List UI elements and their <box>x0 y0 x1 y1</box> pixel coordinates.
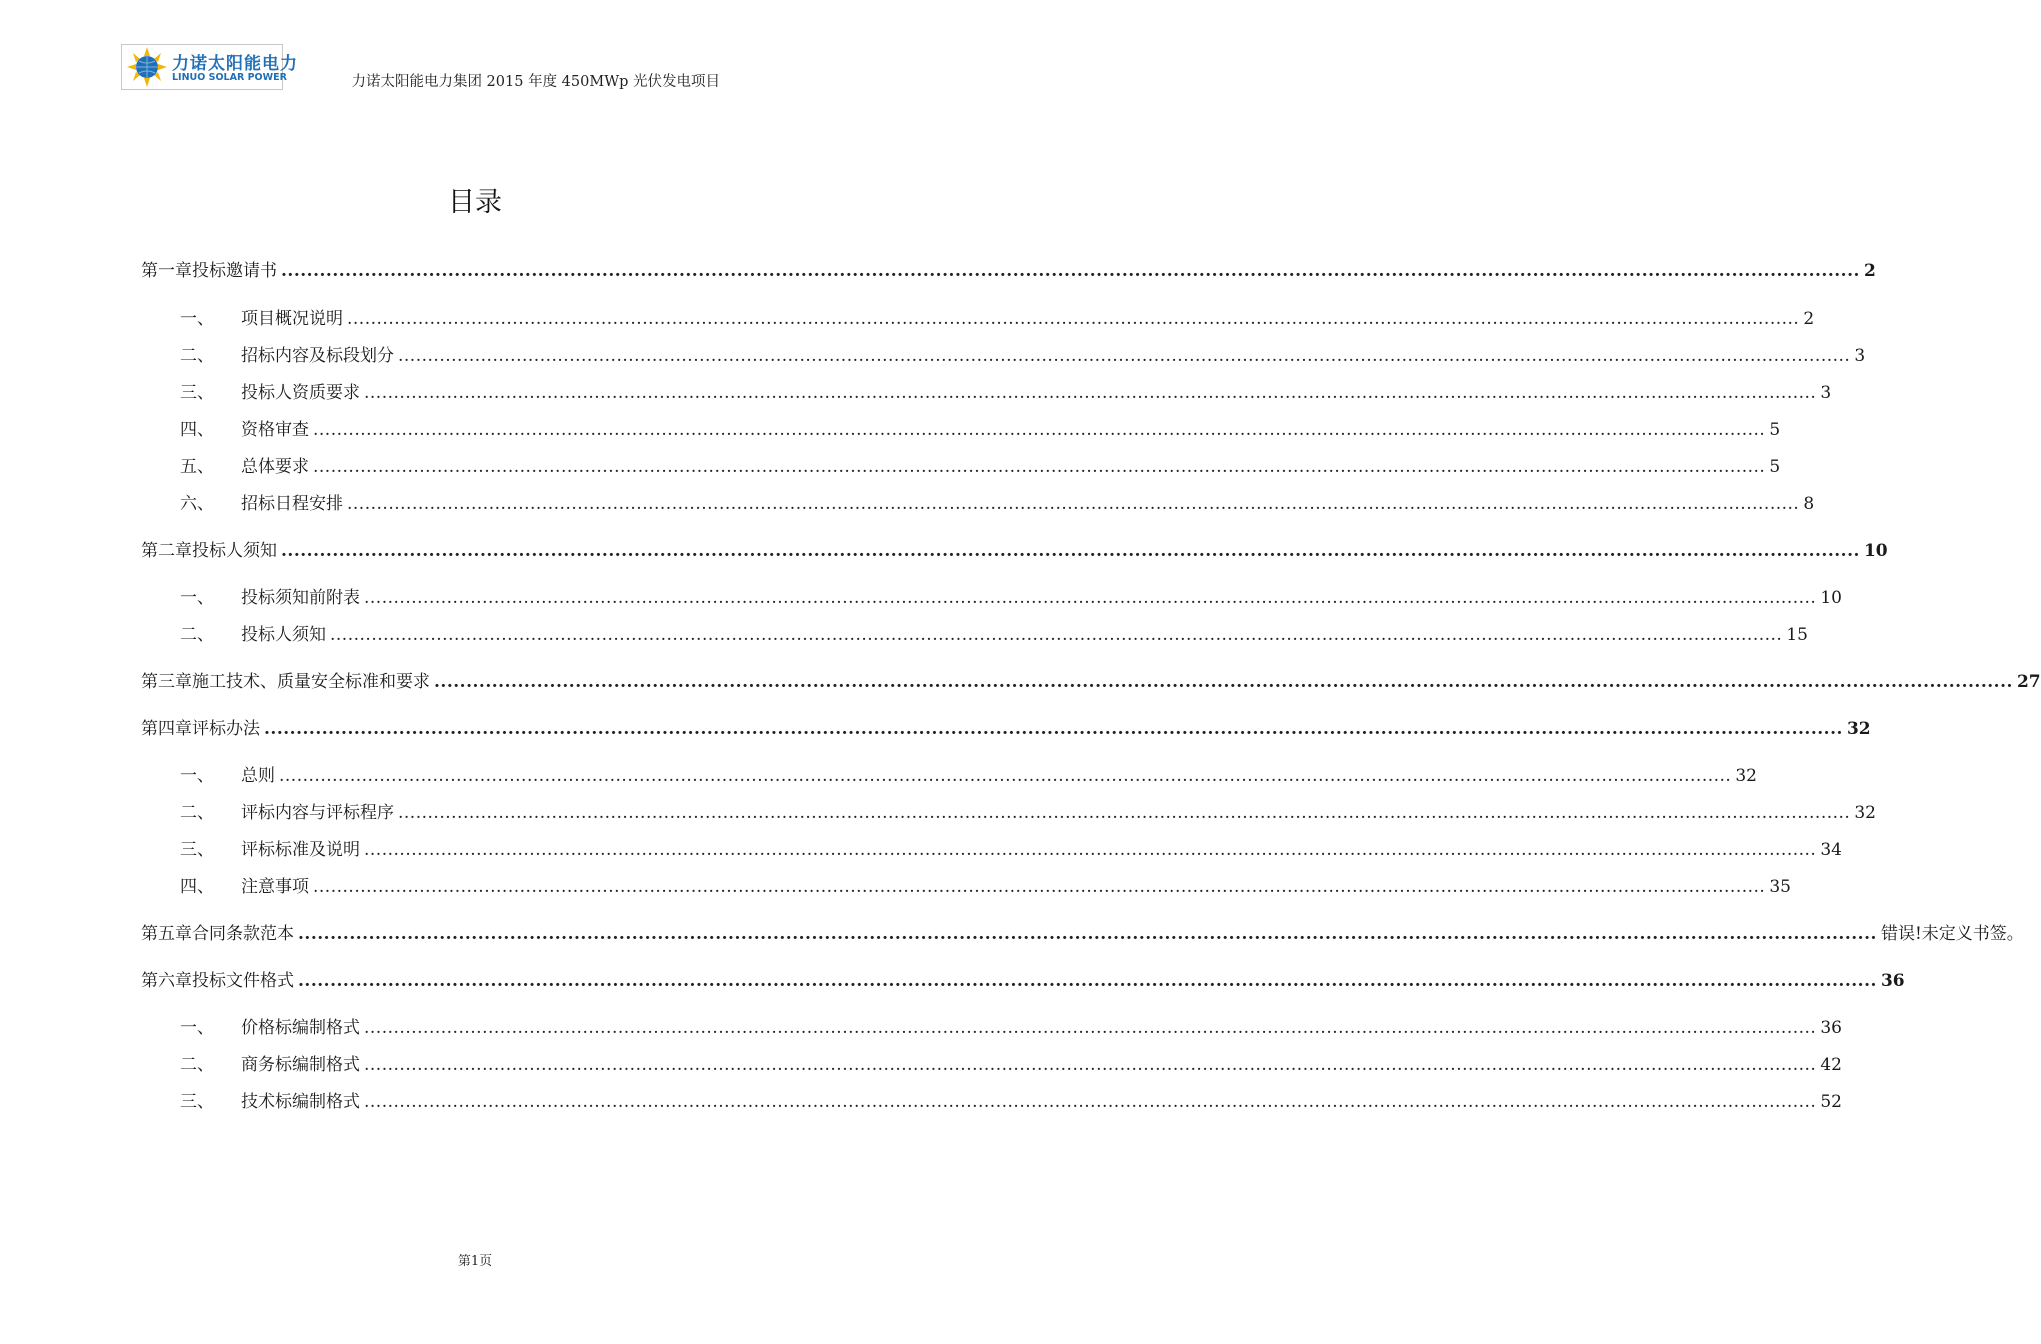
toc-section-entry[interactable] <box>180 798 1876 823</box>
toc-entry-page: 36 <box>1820 1018 1842 1038</box>
toc-entry-number: 五、 <box>180 457 214 477</box>
logo-chinese-text: 力诺太阳能电力 <box>172 54 298 74</box>
toc-entry-label: 第五章合同条款范本 <box>141 924 294 944</box>
toc-entry-page: 错误!未定义书签。 <box>1880 924 2024 944</box>
toc-entry-label: 价格标编制格式 <box>241 1018 360 1038</box>
toc-entry-page: 32 <box>1735 766 1757 786</box>
toc-entry-page: 5 <box>1769 420 1781 440</box>
toc-section-entry[interactable] <box>180 835 1842 860</box>
toc-entry-page: 3 <box>1854 346 1866 366</box>
toc-dot-leader <box>364 1055 1816 1075</box>
toc-entry-page: 3 <box>1820 383 1832 403</box>
toc-entry-number: 三、 <box>180 1092 214 1112</box>
toc-entry-number: 二、 <box>180 1055 214 1075</box>
toc-chapter-entry[interactable] <box>141 919 2024 944</box>
toc-entry-page: 10 <box>1820 588 1842 608</box>
toc-entry-number: 二、 <box>180 803 214 823</box>
company-logo <box>121 44 298 90</box>
toc-entry-page: 5 <box>1769 457 1781 477</box>
toc-title: 目录 <box>448 187 502 218</box>
toc-entry-label: 投标须知前附表 <box>241 588 360 608</box>
toc-entry-number: 一、 <box>180 766 214 786</box>
toc-entry-page: 32 <box>1846 719 1871 739</box>
toc-entry-page: 32 <box>1854 803 1876 823</box>
toc-entry-label: 商务标编制格式 <box>241 1055 360 1075</box>
toc-entry-label: 技术标编制格式 <box>241 1092 360 1112</box>
toc-dot-leader <box>364 588 1816 608</box>
toc-dot-leader <box>279 766 1731 786</box>
toc-entry-label: 投标人须知 <box>241 625 326 645</box>
toc-section-entry[interactable] <box>180 872 1791 897</box>
toc-entry-number: 四、 <box>180 877 214 897</box>
toc-entry-page: 2 <box>1863 261 1876 281</box>
toc-entry-page: 27 <box>2016 672 2041 692</box>
toc-dot-leader <box>364 383 1816 403</box>
toc-entry-page: 35 <box>1769 877 1791 897</box>
toc-section-entry[interactable] <box>180 583 1842 608</box>
toc-section-entry[interactable] <box>180 415 1781 440</box>
toc-dot-leader <box>364 1092 1816 1112</box>
toc-entry-label: 项目概况说明 <box>241 309 343 329</box>
toc-entry-page: 52 <box>1820 1092 1842 1112</box>
toc-entry-page: 8 <box>1803 494 1815 514</box>
toc-entry-label: 投标人资质要求 <box>241 383 360 403</box>
toc-entry-label: 总体要求 <box>241 457 309 477</box>
toc-entry-label: 第二章投标人须知 <box>141 541 277 561</box>
toc-entry-page: 42 <box>1820 1055 1842 1075</box>
toc-entry-label: 总则 <box>241 766 275 786</box>
toc-chapter-entry[interactable] <box>141 256 1876 281</box>
toc-chapter-entry[interactable] <box>141 966 1905 991</box>
toc-dot-leader <box>298 971 1877 991</box>
toc-entry-page: 15 <box>1786 625 1808 645</box>
toc-entry-page: 34 <box>1820 840 1842 860</box>
toc-dot-leader <box>364 1018 1816 1038</box>
toc-entry-label: 招标内容及标段划分 <box>241 346 394 366</box>
toc-entry-label: 第四章评标办法 <box>141 719 260 739</box>
toc-entry-label: 评标内容与评标程序 <box>241 803 394 823</box>
toc-dot-leader <box>398 346 1850 366</box>
toc-dot-leader <box>347 309 1799 329</box>
toc-entry-number: 二、 <box>180 346 214 366</box>
toc-entry-number: 六、 <box>180 494 214 514</box>
toc-section-entry[interactable] <box>180 1050 1842 1075</box>
page-number: 第1页 <box>457 1254 493 1269</box>
toc-section-entry[interactable] <box>180 761 1757 786</box>
toc-dot-leader <box>313 877 1765 897</box>
toc-chapter-entry[interactable] <box>141 714 1871 739</box>
toc-entry-label: 第六章投标文件格式 <box>141 971 294 991</box>
toc-entry-number: 二、 <box>180 625 214 645</box>
toc-entry-number: 一、 <box>180 1018 214 1038</box>
toc-dot-leader <box>281 261 1860 281</box>
toc-section-entry[interactable] <box>180 378 1832 403</box>
toc-section-entry[interactable] <box>180 620 1808 645</box>
toc-entry-label: 注意事项 <box>241 877 309 897</box>
toc-chapter-entry[interactable] <box>141 536 1888 561</box>
toc-entry-number: 三、 <box>180 383 214 403</box>
toc-section-entry[interactable] <box>180 304 1815 329</box>
toc-dot-leader <box>347 494 1799 514</box>
toc-entry-number: 四、 <box>180 420 214 440</box>
toc-entry-page: 2 <box>1803 309 1815 329</box>
toc-section-entry[interactable] <box>180 489 1815 514</box>
toc-section-entry[interactable] <box>180 1087 1842 1112</box>
toc-dot-leader <box>330 625 1782 645</box>
toc-dot-leader <box>298 924 1877 944</box>
toc-entry-number: 一、 <box>180 309 214 329</box>
toc-entry-label: 第三章施工技术、质量安全标准和要求 <box>141 672 430 692</box>
toc-entry-number: 一、 <box>180 588 214 608</box>
toc-dot-leader <box>398 803 1850 823</box>
toc-dot-leader <box>264 719 1843 739</box>
sun-globe-icon <box>125 47 169 87</box>
logo-english-text: LINUO SOLAR POWER <box>172 72 287 83</box>
toc-entry-label: 资格审查 <box>241 420 309 440</box>
toc-section-entry[interactable] <box>180 1013 1842 1038</box>
toc-entry-page: 36 <box>1880 971 1905 991</box>
toc-dot-leader <box>434 672 2013 692</box>
toc-dot-leader <box>313 420 1765 440</box>
toc-dot-leader <box>281 541 1860 561</box>
toc-chapter-entry[interactable] <box>141 667 2041 692</box>
toc-entry-label: 评标标准及说明 <box>241 840 360 860</box>
page-header <box>0 0 950 110</box>
toc-section-entry[interactable] <box>180 452 1781 477</box>
toc-entry-page: 10 <box>1863 541 1888 561</box>
toc-section-entry[interactable] <box>180 341 1866 366</box>
toc-entry-label: 第一章投标邀请书 <box>141 261 277 281</box>
toc-entry-number: 三、 <box>180 840 214 860</box>
toc-dot-leader <box>313 457 1765 477</box>
header-project-title: 力诺太阳能电力集团 2015 年度 450MWp 光伏发电项目 <box>351 74 720 90</box>
toc-entry-label: 招标日程安排 <box>241 494 343 514</box>
toc-dot-leader <box>364 840 1816 860</box>
